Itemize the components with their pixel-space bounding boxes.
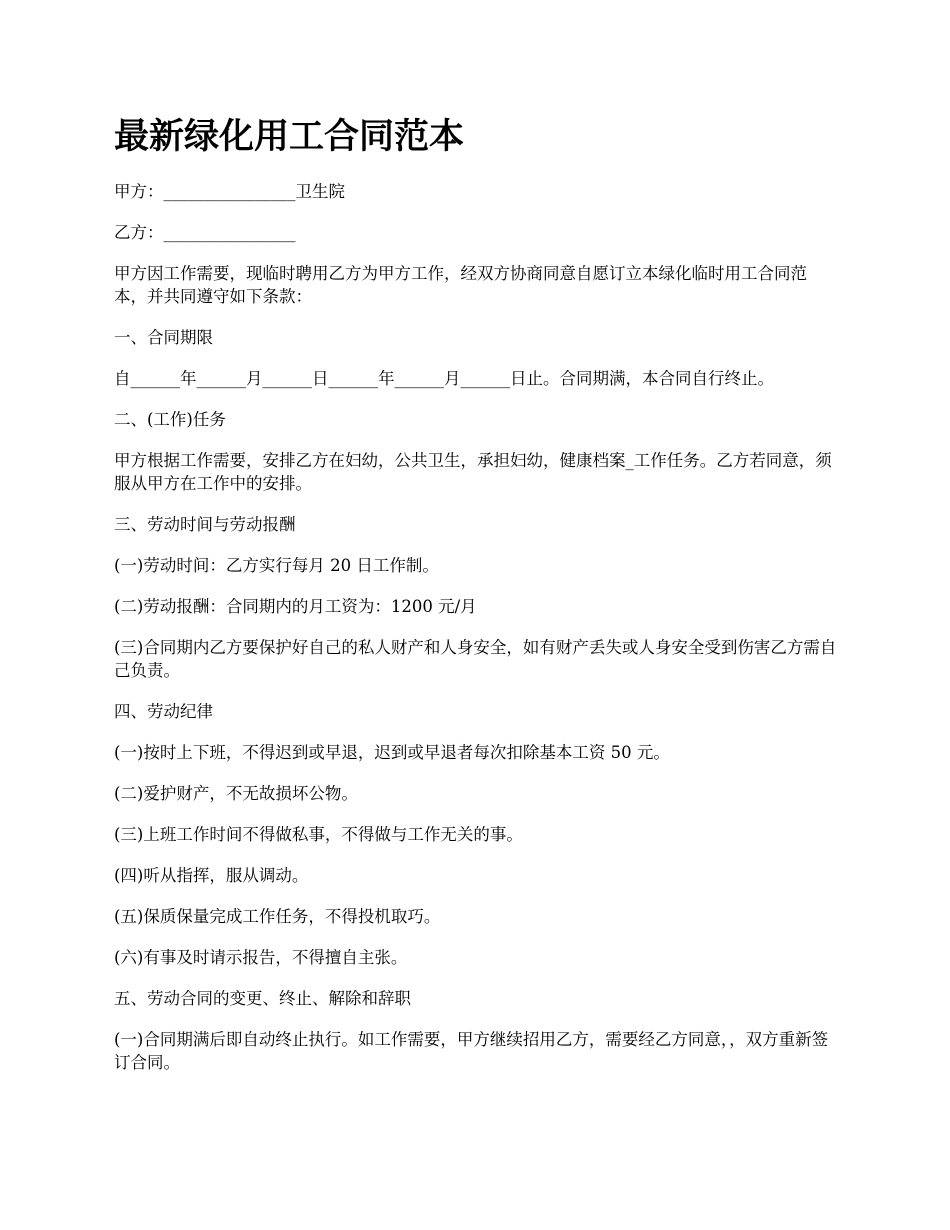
pay-item: (二)劳动报酬：合同期内的月工资为：1200 元/月 (114, 597, 477, 616)
discipline-item-3: (三)上班工作时间不得做私事，不得做与工作无关的事。 (114, 825, 523, 844)
section-heading-discipline: 四、劳动纪律 (114, 702, 213, 721)
task-paragraph: 甲方根据工作需要，安排乙方在妇幼，公共卫生，承担妇幼，健康档案_工作任务。乙方若同意，须服从甲方在工作中的安排。 (114, 451, 832, 493)
discipline-item-2: (二)爱护财产，不无故损坏公物。 (114, 784, 358, 803)
term-paragraph: 自______年______月______日______年______月______日止。合同期满，本合同自行终止。 (114, 369, 774, 388)
work-time-item: (一)劳动时间：乙方实行每月 20 日工作制。 (114, 556, 439, 575)
discipline-item-4: (四)听从指挥，服从调动。 (114, 866, 309, 885)
party-a-line: 甲方：________________卫生院 (114, 182, 345, 201)
changes-item-1: (一)合同期满后即自动终止执行。如工作需要，甲方继续招用乙方，需要经乙方同意，，双方重新签订合同。 (114, 1030, 829, 1072)
document-title: 最新绿化用工合同范本 (114, 116, 465, 157)
section-heading-task: 二、(工作)任务 (114, 410, 226, 429)
intro-paragraph: 甲方因工作需要，现临时聘用乙方为甲方工作，经双方协商同意自愿订立本绿化临时用工合同范本，并共同遵守如下条款： (114, 264, 807, 306)
safety-item: (三)合同期内乙方要保护好自己的私人财产和人身安全，如有财产丢失或人身安全受到伤害乙方需自己负责。 (114, 638, 837, 680)
discipline-item-6: (六)有事及时请示报告，不得擅自主张。 (114, 948, 408, 967)
section-heading-term: 一、合同期限 (114, 328, 213, 347)
discipline-item-1: (一)按时上下班，不得迟到或早退，迟到或早退者每次扣除基本工资 50 元。 (114, 743, 670, 762)
party-b-line: 乙方：________________ (114, 223, 296, 242)
discipline-item-5: (五)保质保量完成工作任务，不得投机取巧。 (114, 907, 441, 926)
section-heading-time-pay: 三、劳动时间与劳动报酬 (114, 515, 296, 534)
document-page (114, 112, 839, 1092)
section-heading-changes: 五、劳动合同的变更、终止、解除和辞职 (114, 989, 411, 1008)
